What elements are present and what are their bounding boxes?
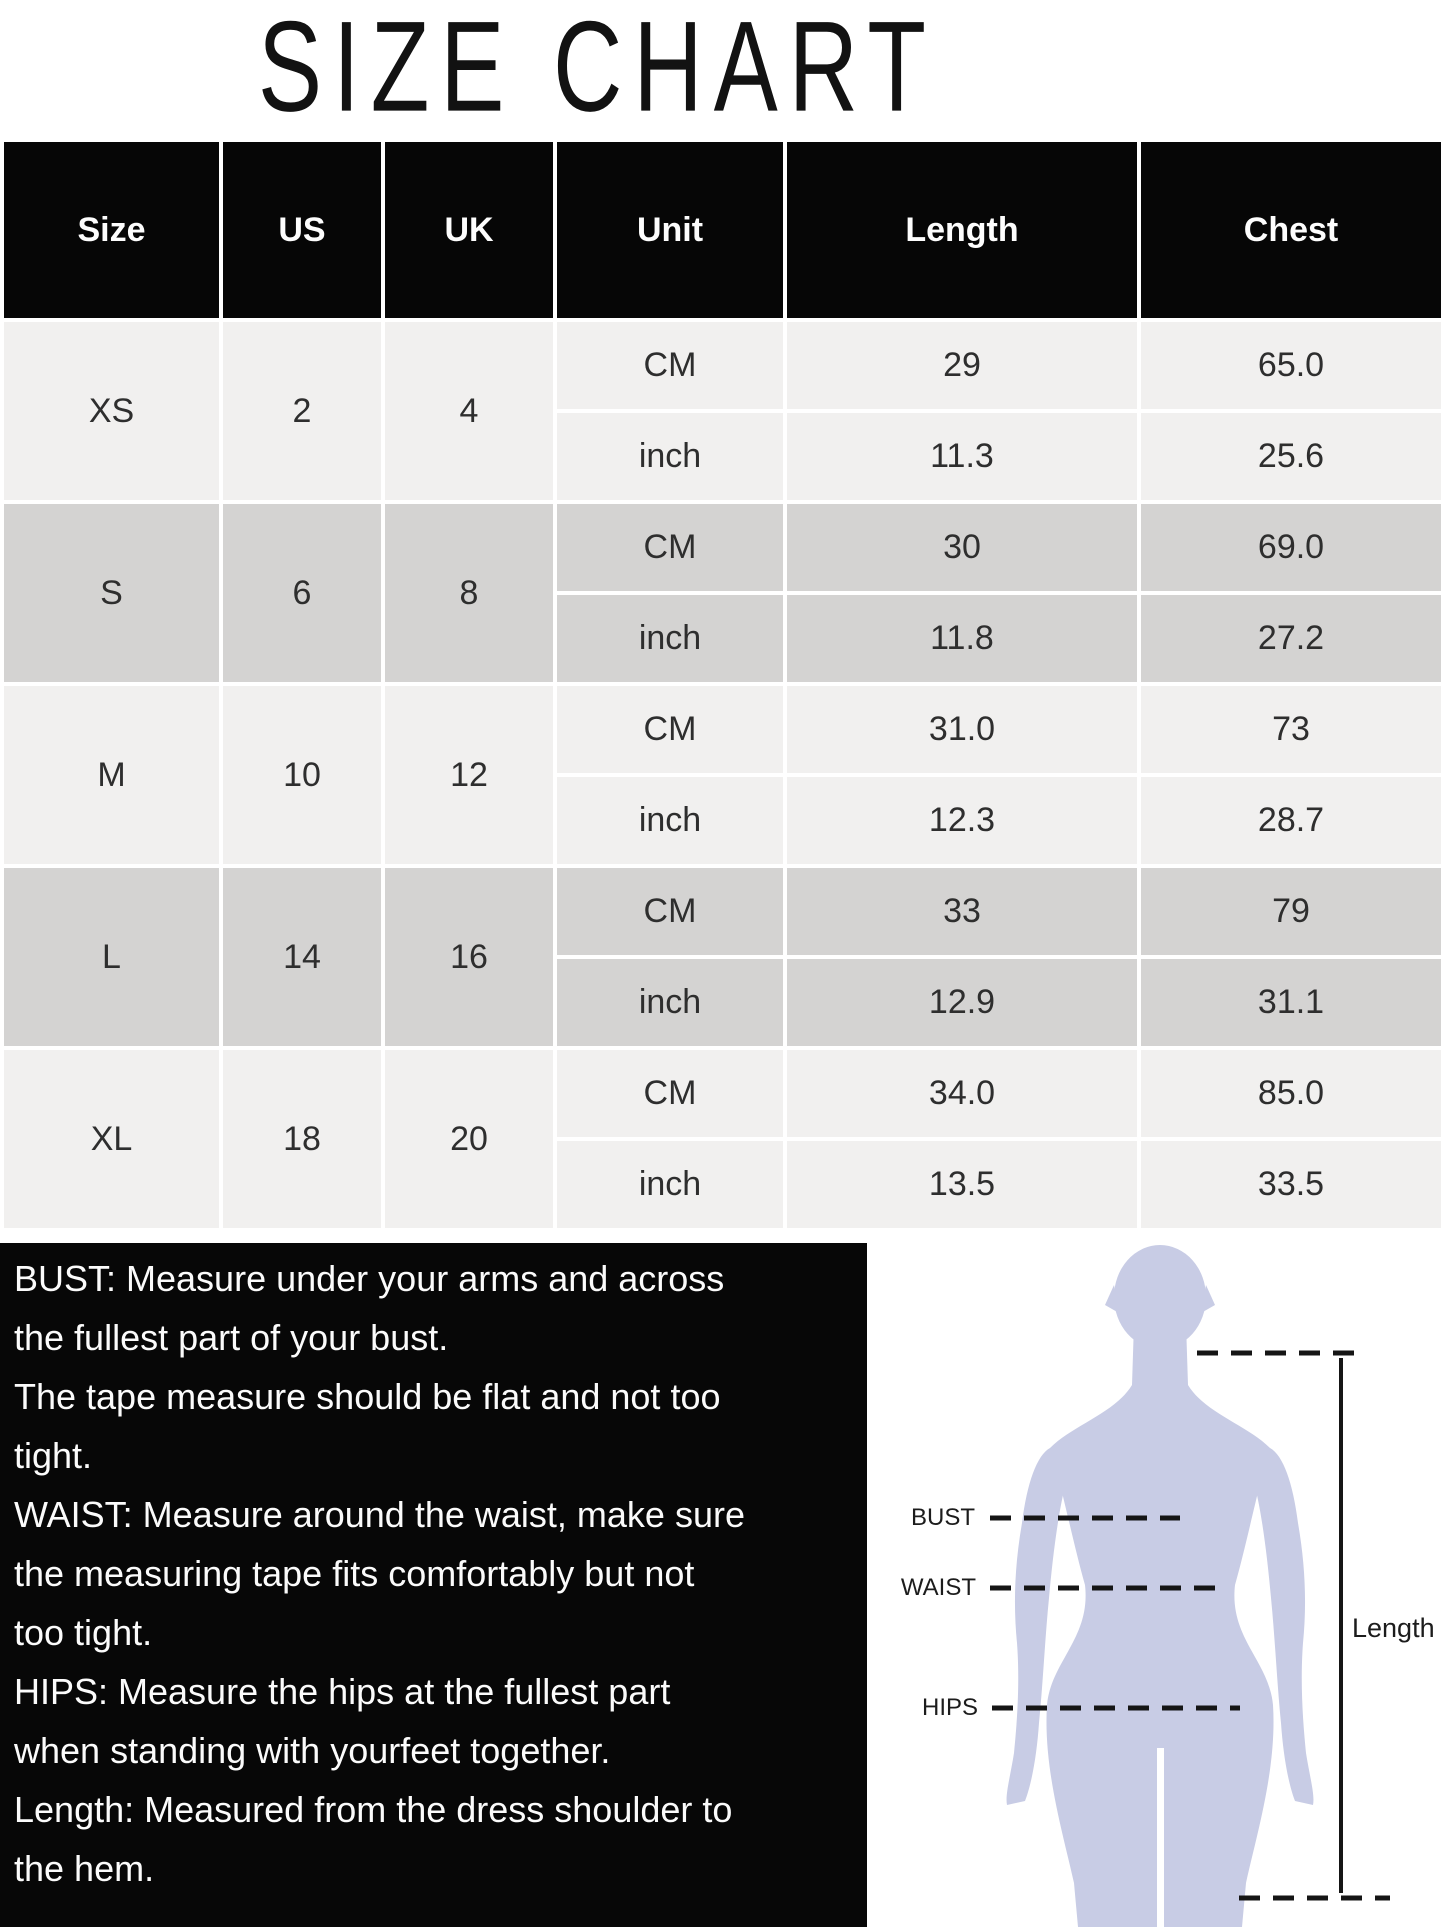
unit-cell: inch [557,959,783,1046]
table-header-row [4,142,1441,318]
page-title: SIZE CHART [258,0,937,139]
bust-label: BUST [910,1504,975,1531]
header-size: Size [4,142,219,318]
chest-cell: 73 [1141,686,1441,773]
note-line: when standing with yourfeet together. [14,1730,611,1771]
size-cell: L [4,868,219,1046]
note-line: The tape measure should be flat and not too [14,1376,721,1417]
chest-cell: 79 [1141,868,1441,955]
note-line: Length: Measured from the dress shoulder to [14,1789,733,1830]
unit-cell: inch [557,777,783,864]
table-row [4,504,1441,591]
chest-cell: 31.1 [1141,959,1441,1046]
unit-cell: CM [557,504,783,591]
chest-cell: 85.0 [1141,1050,1441,1137]
chest-cell: 27.2 [1141,595,1441,682]
size-cell: S [4,504,219,682]
table-row [4,959,1441,1046]
chest-cell: 28.7 [1141,777,1441,864]
uk-cell: 20 [385,1050,553,1228]
us-cell: 6 [223,504,381,682]
note-line: BUST: Measure under your arms and across [14,1258,725,1299]
us-cell: 2 [223,322,381,500]
note-line: WAIST: Measure around the waist, make sure [14,1494,745,1535]
header-uk: UK [385,142,553,318]
table-row [4,1050,1441,1137]
length-cell: 11.8 [787,595,1137,682]
length-cell: 33 [787,868,1137,955]
chest-cell: 25.6 [1141,413,1441,500]
us-cell: 18 [223,1050,381,1228]
length-cell: 34.0 [787,1050,1137,1137]
table-row [4,322,1441,409]
leg-split-line [1157,1748,1164,1927]
unit-cell: CM [557,686,783,773]
note-line: tight. [14,1435,93,1476]
note-line: the fullest part of your bust. [14,1317,449,1358]
size-cell: M [4,686,219,864]
note-line: too tight. [14,1612,153,1653]
note-line: the hem. [14,1848,155,1889]
note-line: the measuring tape fits comfortably but not [14,1553,695,1594]
note-line: HIPS: Measure the hips at the fullest part [14,1671,671,1712]
table-row [4,777,1441,864]
uk-cell: 16 [385,868,553,1046]
table-row [4,868,1441,955]
unit-cell: inch [557,595,783,682]
us-cell: 14 [223,868,381,1046]
length-cell: 30 [787,504,1137,591]
unit-cell: inch [557,1141,783,1228]
us-cell: 10 [223,686,381,864]
unit-cell: CM [557,322,783,409]
waist-label: WAIST [900,1574,976,1601]
measurement-notes-panel [0,1243,867,1927]
table-row [4,686,1441,773]
chest-cell: 33.5 [1141,1141,1441,1228]
length-cell: 13.5 [787,1141,1137,1228]
size-cell: XS [4,322,219,500]
length-cell: 29 [787,322,1137,409]
uk-cell: 4 [385,322,553,500]
hips-label: HIPS [921,1694,978,1721]
header-unit: Unit [557,142,783,318]
chest-cell: 65.0 [1141,322,1441,409]
length-cell: 12.9 [787,959,1137,1046]
unit-cell: CM [557,868,783,955]
length-label: Length [1352,1613,1435,1643]
length-cell: 12.3 [787,777,1137,864]
chest-cell: 69.0 [1141,504,1441,591]
size-cell: XL [4,1050,219,1228]
table-row [4,1141,1441,1228]
unit-cell: inch [557,413,783,500]
size-chart-table [0,138,1445,1232]
length-cell: 31.0 [787,686,1137,773]
header-us: US [223,142,381,318]
uk-cell: 8 [385,504,553,682]
measurement-figure-panel [867,1243,1445,1927]
table-row [4,595,1441,682]
header-length: Length [787,142,1137,318]
uk-cell: 12 [385,686,553,864]
header-chest: Chest [1141,142,1441,318]
unit-cell: CM [557,1050,783,1137]
table-row [4,413,1441,500]
length-cell: 11.3 [787,413,1137,500]
